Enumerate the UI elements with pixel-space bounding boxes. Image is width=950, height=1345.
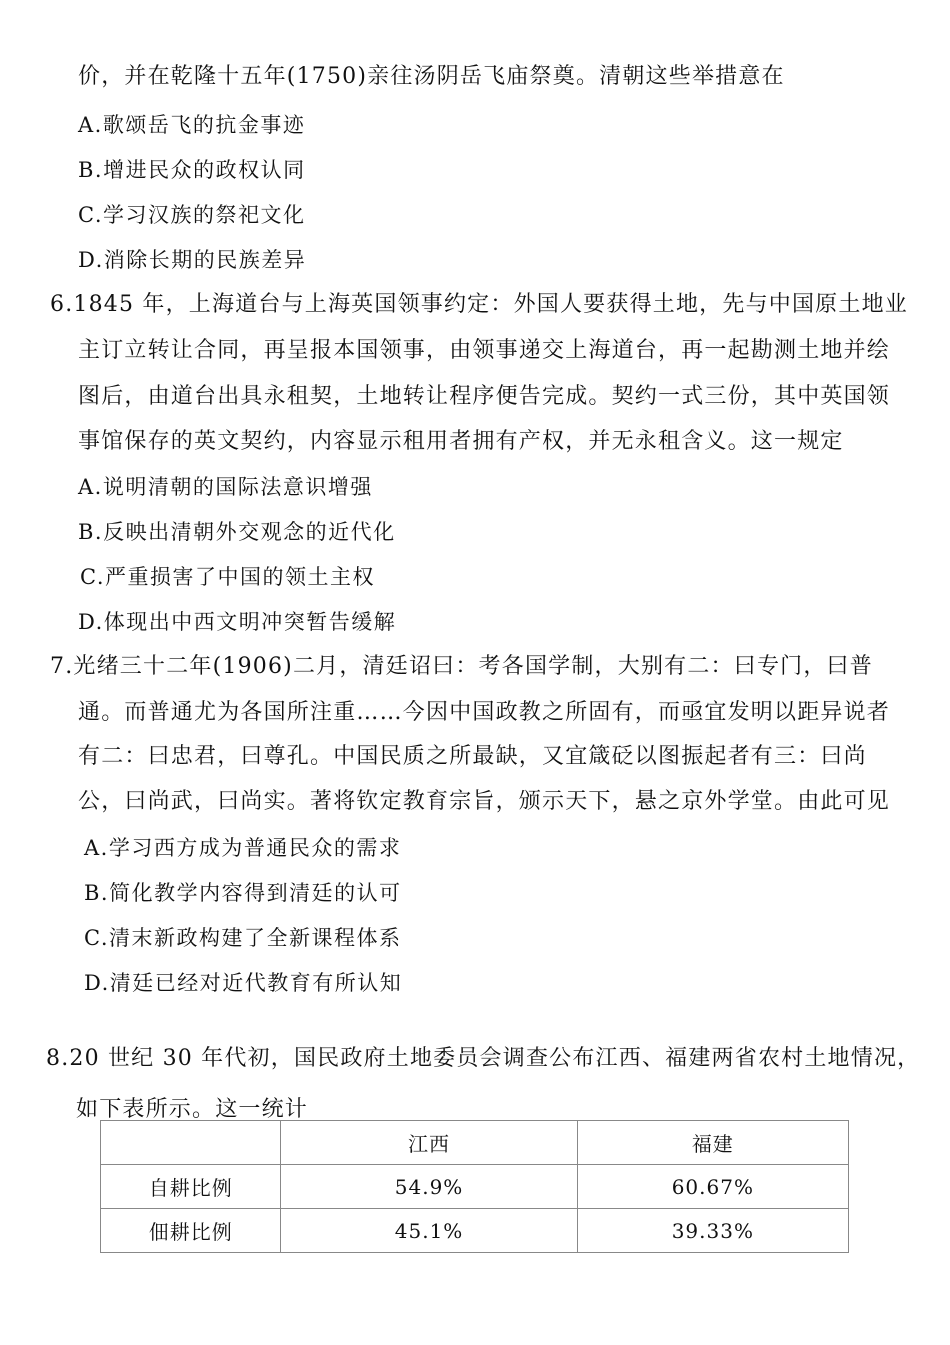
q6-stem-line-4: 事馆保存的英文契约，内容显示租用者拥有产权，并无永租含义。这一规定: [78, 429, 844, 454]
q6-option-b: B.反映出清朝外交观念的近代化: [78, 520, 396, 544]
q7-option-c: C.清末新政构建了全新课程体系: [84, 926, 402, 950]
table-header-cell: [101, 1121, 281, 1165]
table-row: [101, 1209, 849, 1253]
table-row: [101, 1165, 849, 1209]
row-label-owner-cultivation: 自耕比例: [101, 1165, 281, 1209]
table-cell: 45.1%: [281, 1209, 577, 1253]
q5-option-d: D.消除长期的民族差异: [78, 248, 307, 272]
q6-stem-line-1: 6.1845 年，上海道台与上海英国领事约定：外国人要获得土地，先与中国原土地业: [50, 292, 908, 317]
land-statistics-table: [100, 1120, 849, 1253]
q8-stem-line-2: 如下表所示。这一统计: [76, 1097, 309, 1122]
q6-stem-line-2: 主订立转让合同，再呈报本国领事，由领事递交上海道台，再一起勘测土地并绘: [78, 338, 891, 363]
q5-option-a: A.歌颂岳飞的抗金事迹: [78, 113, 306, 137]
table-header-fujian: 福建: [577, 1121, 848, 1165]
q6-option-a: A.说明清朝的国际法意识增强: [78, 475, 373, 499]
q6-option-d: D.体现出中西文明冲突暂告缓解: [78, 610, 397, 634]
q7-option-a: A.学习西方成为普通民众的需求: [84, 836, 402, 860]
row-label-tenant-cultivation: 佃耕比例: [101, 1209, 281, 1253]
q7-option-b: B.简化教学内容得到清廷的认可: [84, 881, 402, 905]
table-header-row: [101, 1121, 849, 1165]
table-cell: 39.33%: [577, 1209, 848, 1253]
q6-stem-line-3: 图后，由道台出具永租契，土地转让程序便告完成。契约一式三份，其中英国领: [78, 384, 891, 409]
q5-option-b: B.增进民众的政权认同: [78, 158, 306, 182]
q7-stem-line-4: 公，曰尚武，曰尚实。著将钦定教育宗旨，颁示天下，悬之京外学堂。由此可见: [78, 789, 891, 814]
table-header-jiangxi: 江西: [281, 1121, 577, 1165]
q7-stem-line-2: 通。而普通尤为各国所注重……今因中国政教之所固有，而亟宜发明以距异说者: [78, 700, 891, 725]
q5-option-c: C.学习汉族的祭祀文化: [78, 203, 306, 227]
q6-option-c: C.严重损害了中国的领土主权: [80, 565, 375, 589]
q8-stem-line-1: 8.20 世纪 30 年代初，国民政府土地委员会调查公布江西、福建两省农村土地情况，: [46, 1046, 921, 1071]
q5-text-line: 价，并在乾隆十五年(1750)亲往汤阴岳飞庙祭奠。清朝这些举措意在: [78, 64, 785, 89]
table-cell: 54.9%: [281, 1165, 577, 1209]
table-cell: 60.67%: [577, 1165, 848, 1209]
q7-option-d: D.清廷已经对近代教育有所认知: [84, 971, 403, 995]
q7-stem-line-3: 有二：曰忠君，曰尊孔。中国民质之所最缺，又宜箴砭以图振起者有三：曰尚: [78, 744, 867, 769]
q7-stem-line-1: 7.光绪三十二年(1906)二月，清廷诏曰：考各国学制，大别有二：曰专门，曰普: [50, 654, 873, 679]
